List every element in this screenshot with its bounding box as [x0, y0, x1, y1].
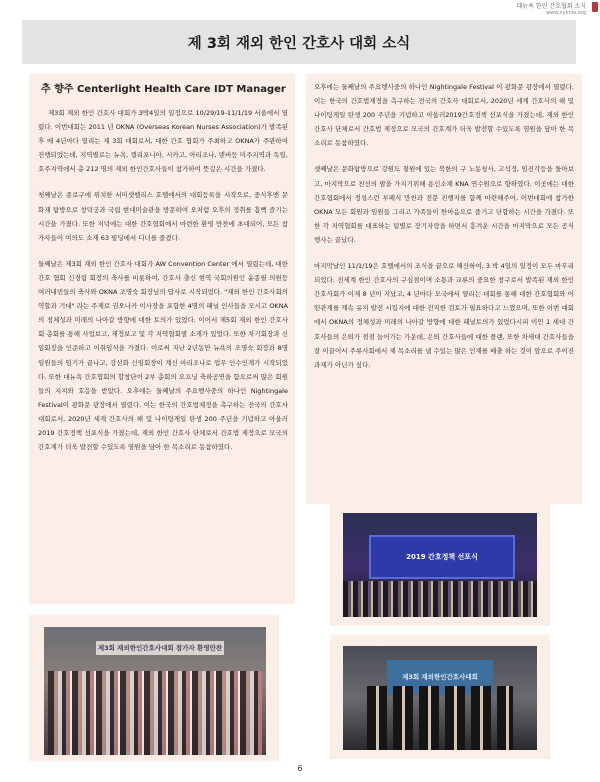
attendee-group	[48, 671, 262, 755]
page-title: 제 3회 재외 한인 간호사 대회 소식	[22, 20, 576, 64]
festival-crowd	[343, 581, 537, 617]
article-paragraph: 첫째날은 종로구에 위치한 서머셋펠리스 호텔에서의 대회등록을 시작으로, 중식후엔 문화재 탐방으로 창덕궁과 국립 현대미술관을 방문하여 오처럼 오후의 정취를 흠뻑 즐기는 시간을 가졌다. 또한 저녁에는 대한 간호협회에서 마련한 환영 만찬에 초대되어, 모든 참가자들이 여의도 소재 63 빌딩에서 디너를 즐겼다.	[38, 191, 288, 242]
article-paragraph: 오후에는 둘째날의 주요행사중의 하나인 Nightingale Festival 이 광화문 광장에서 열렸다. 이는 한국의 간호법제정을 촉구하는 전국의 간호사 대회로서, 2020년 세계 간호사의 해 및 나이팅게일 탄생 200 주년을 기념하고 아울러2019간호정책 선포식을 가졌는데, 재외 한인 간호사 단체로서 간호법 제정으로 모국의 간호계가 더욱 발전할 수있도록 염원을 담아 한 목소리로 동참하였다.	[314, 83, 574, 148]
festival-photo	[343, 513, 537, 617]
welcome-banner-sign: 제3회 재외한인간호사대회 참가자 환영만찬	[96, 641, 224, 655]
conference-photo	[343, 646, 537, 750]
group-photo	[44, 627, 266, 755]
right-article-column	[314, 80, 574, 384]
article-paragraph: 마지막날인 11/1/19은 호텔에서의 조식을 끝으로 해산하여, 3 박 4일의 일정이 모두 마무리되었다. 전세계 한인 간호사의 구심점이며 소통과 교류의 중요한 창구로서 발족된 재외 한인 간호사회가 이제 8 년이 지났고, 4 년마다 모국에서 열리는 대회를 통해 대한 간호협회와 어떤관계를 계속 유지 발전 시킬지에 대한 진지한 검토가 필요하다고 느꼈으며, 또한 이번 대회에서 OKNA의 정체성과 미래의 나아갈 방향에 대한 패널토의가 있었다시피 이민 1 세대 간호사들의 은퇴가 점점 늘어가는 가운데, 은퇴 간호사들에 대한 플랜, 또한 차세대 간호사들을 잘 이끌어서 주류사회에서 제 목소리를 낼 수있는 많은 인재를 배출 하는 것이 앞으로 주어진 과제가 아닌가 싶다.	[314, 262, 574, 369]
header-association-name: 대뉴욕 한인 간호협회 소식	[516, 3, 586, 10]
association-logo-icon	[592, 2, 598, 12]
page-number: 6	[297, 764, 303, 773]
header-website: www.nyknia.org	[546, 9, 586, 16]
conference-screen: 제3회 재외한인간호사대회	[387, 660, 493, 694]
article-author: 추 향주 Centerlight Health Care IDT Manager	[41, 84, 286, 95]
stage-screen: 2019 간호정책 선포식	[369, 535, 515, 579]
page-header	[517, 4, 586, 17]
left-article-column	[38, 106, 288, 466]
article-paragraph: 셋째날은 문화탐방으로 강원도 철원에 있는 북한의 구 노동청사, 고석정, 임진각등을 돌아보고, 마지막으로 친선의 밤을 가지기위해 용인소재 KNA 연수원으로 향하였다. 이곳에는 대한 간호협회에서 정성스런 부페식 만찬과 전문 진행자를 함께 마련해주어, 이번대회에 참가한 OKNA 모든 회원과 임원들 그리고 가족들이 한마음으로 즐기고 단합하는 시간을 가졌다. 또한 각 지역협회를 대표하는 팀별로 장기자랑을 하면서 흥겨운 시간을 마지막으로 모든 공식 행사는 끝났다.	[314, 165, 574, 244]
article-paragraph: 둘째날은 제3회 재외 한인 간호사 대회가 AW Convention Center 에서 열렸는데, 대한 간호 협회 신경림 회장의 축사를 비롯하여, 간호사 출신 현역 국회의원인 윤종필 의원등 여러내빈들의 축사와 OKNA 조명숙 회장님의 답사로 시작되었다. "재외 한인 간호사회의 역할과 기대" 라는 주제로 권오나카 이사장을 포함한 4명의 패널 인사들을 모시고 OKNA의 정체성과 미래의 나아갈 방향에 대한 토의가 있었다. 이어서 제5회 재외 한인 간호사회 총회를 통해 사업보고, 재정보고 및 각 지역협회별 소개가 있었다. 또한 차기회장과 신임회장을 인준하고 이취임식을 가졌다. 이로써 지난 2년동안 뉴욕의 조명숙 회장과 8명 임원들의 임기가 끝나고, 강선화 신임회장이 계신 아리조나로 업무 인수인계가 시작되었다. 또한 대뉴욕 간호협회의 합창단이 2부 총회의 오프닝 축하공연을 함으로써 많은 회원들의 지지와 호응을 받았다. 오후에는 둘째날의 주요행사중의 하나인 Nightingale Festival이 광화문 광장에서 열렸다. 이는 한국의 간호법제정을 촉구하는 전국의 간호사 대회로서, 2020년 세계 간호사의 해 및 나이팅게일 탄생 200 주년을 기념하고 아울러 2019 간호정책 선포식을 가졌는데, 재외 한인 간호사 단체로서 간호법 제정으로 모국의 간호계가 더욱 발전할 수있도록 염원을 담아 한 목소리로 동참하였다.	[38, 259, 288, 452]
article-paragraph: 제3회 재외 한인 간호사 대회가 3박4일의 일정으로 10/29/19-11/1/19 서울에서 열렸다. 이번대회는 2011 년 OKNA (Overseas Korean Nurses Association)가 발족된 후 매 4년마다 열리는 제 3회 대회로서, 대한 간호 협회가 주최하고 OKNA가 주관하여 진행되었는데, 지역별로는 뉴욕, 캘리포니아, 시카고, 아리조나, 덴버등 미주지역과 독일, 호주지역에서 총 212 명의 재외 한인간호사들이 참가하여 뜻깊은 시간을 가졌다.	[38, 109, 288, 174]
conference-attendees	[367, 686, 513, 750]
